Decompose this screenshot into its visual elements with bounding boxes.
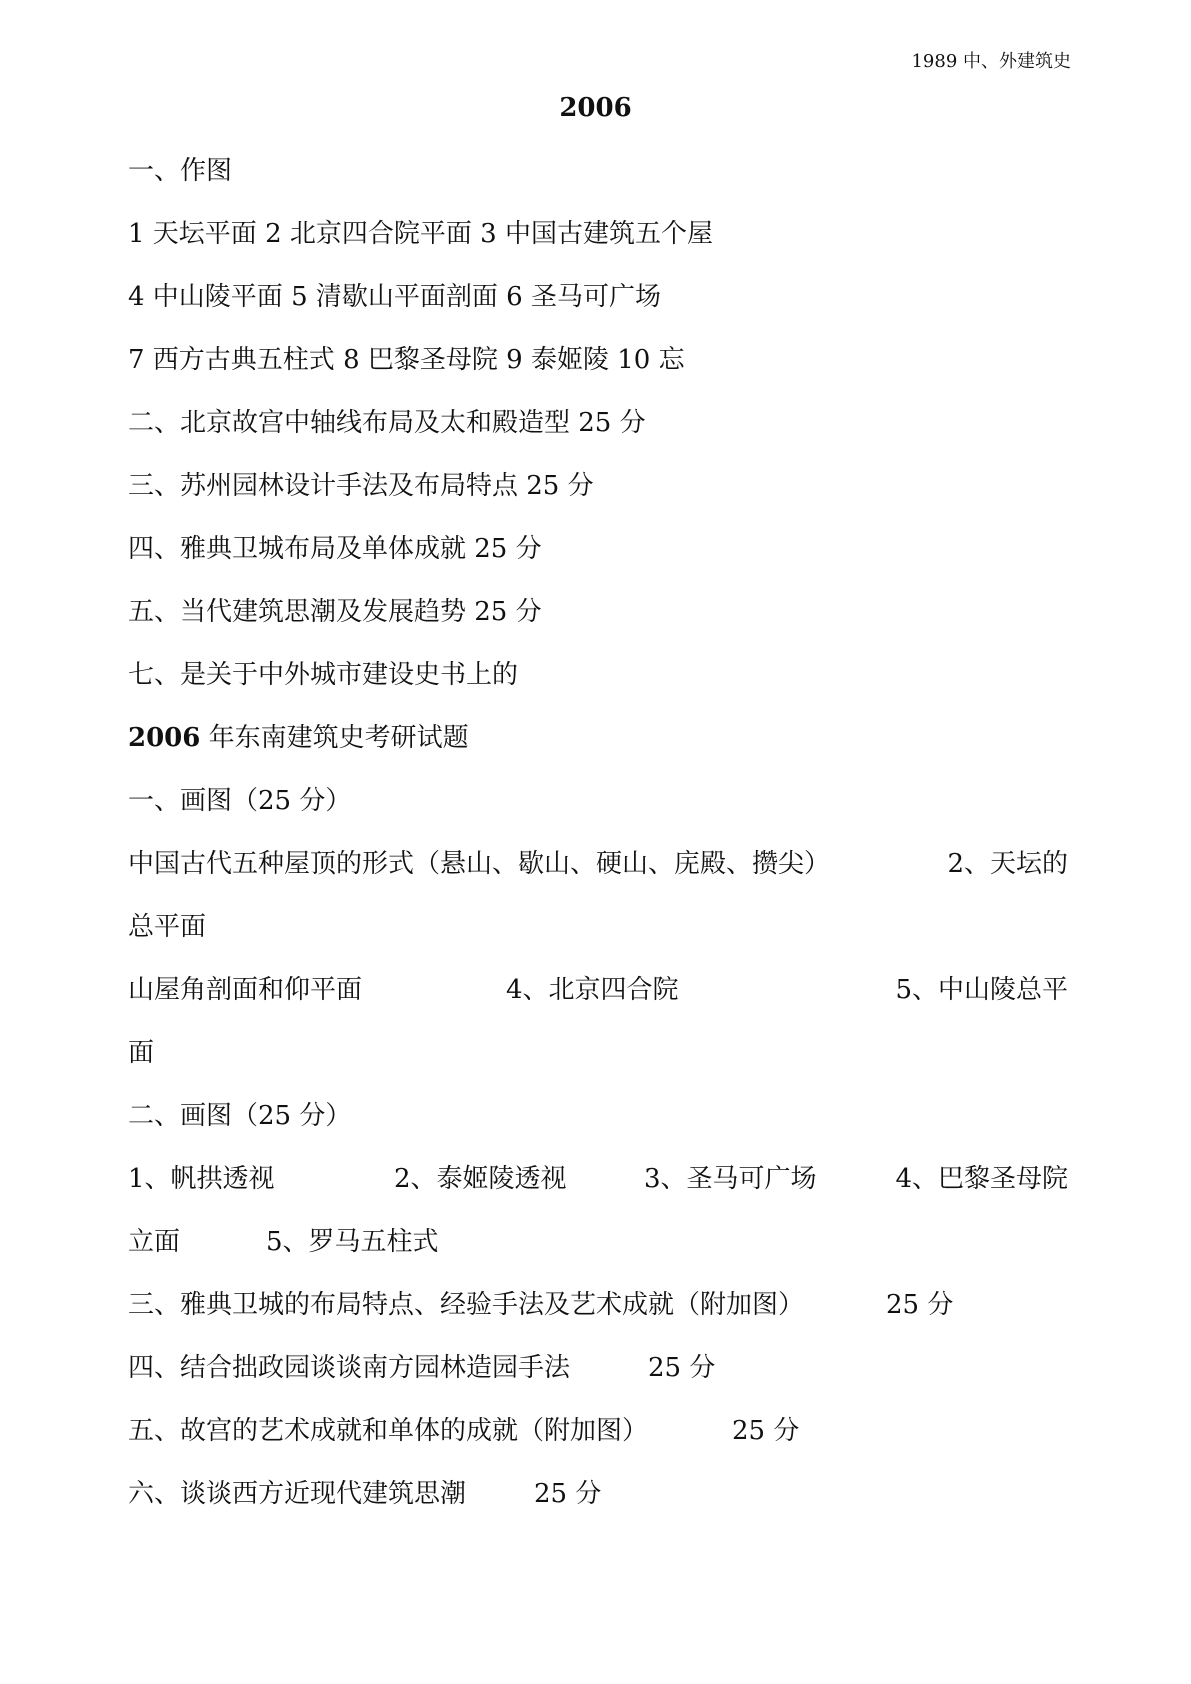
text-line: 二、北京故宫中轴线布局及太和殿造型 25 分: [128, 408, 646, 438]
text-line: 总平面: [128, 912, 207, 942]
text-row: [128, 1463, 1068, 1526]
text-line: 五、当代建筑思潮及发展趋势 25 分: [128, 597, 542, 627]
text-span: 2、天坛的: [947, 849, 1068, 879]
question-score: 25 分: [886, 1290, 954, 1320]
section-title: [128, 707, 1068, 770]
text-line: 面: [128, 1038, 155, 1068]
text-span: 5、罗马五柱式: [266, 1227, 439, 1257]
text-line: 三、苏州园林设计手法及布局特点 25 分: [128, 471, 594, 501]
text-line: 一、作图: [128, 156, 233, 186]
text-line: 1 天坛平面 2 北京四合院平面 3 中国古建筑五个屋: [128, 219, 713, 249]
text-span: 5、中山陵总平: [895, 975, 1068, 1005]
question-text: 四、结合拙政园谈谈南方园林造园手法: [128, 1353, 571, 1383]
text-row: [128, 1337, 1068, 1400]
text-span: 山屋角剖面和仰平面: [128, 975, 363, 1005]
question-text: 三、雅典卫城的布局特点、经验手法及艺术成就（附加图）: [128, 1290, 805, 1320]
text-span: 2、泰姬陵透视: [394, 1164, 567, 1194]
text-row: [128, 1274, 1068, 1337]
question-score: 25 分: [534, 1479, 602, 1509]
text-span: 1、帆拱透视: [128, 1164, 275, 1194]
text-span: 中国古代五种屋顶的形式（悬山、歇山、硬山、庑殿、攒尖）: [128, 849, 831, 879]
text-row: [128, 1148, 1068, 1211]
text-line: 七、是关于中外城市建设史书上的: [128, 660, 519, 690]
text-line: 四、雅典卫城布局及单体成就 25 分: [128, 534, 542, 564]
text-row: [128, 1211, 1068, 1274]
page-header-label: 1989 中、外建筑史: [911, 51, 1071, 72]
text-span: 4、北京四合院: [506, 975, 679, 1005]
text-row: [128, 959, 1068, 1022]
document-title: 2006: [559, 93, 632, 123]
question-score: 25 分: [648, 1353, 716, 1383]
section-title-text: 年东南建筑史考研试题: [200, 723, 469, 753]
section-heading: 二、画图（25 分）: [128, 1101, 352, 1131]
question-text: 五、故宫的艺术成就和单体的成就（附加图）: [128, 1416, 649, 1446]
text-span: 4、巴黎圣母院: [895, 1164, 1068, 1194]
document-body: [128, 140, 1068, 1526]
question-text: 六、谈谈西方近现代建筑思潮: [128, 1479, 467, 1509]
text-span: 立面: [128, 1227, 181, 1257]
text-span: 3、圣马可广场: [644, 1164, 817, 1194]
text-line: 7 西方古典五柱式 8 巴黎圣母院 9 泰姬陵 10 忘: [128, 345, 685, 375]
text-line: 4 中山陵平面 5 清歇山平面剖面 6 圣马可广场: [128, 282, 661, 312]
text-row: [128, 1400, 1068, 1463]
question-score: 25 分: [732, 1416, 800, 1446]
text-row: [128, 833, 1068, 896]
section-title-year: 2006: [128, 723, 201, 753]
section-heading: 一、画图（25 分）: [128, 786, 352, 816]
